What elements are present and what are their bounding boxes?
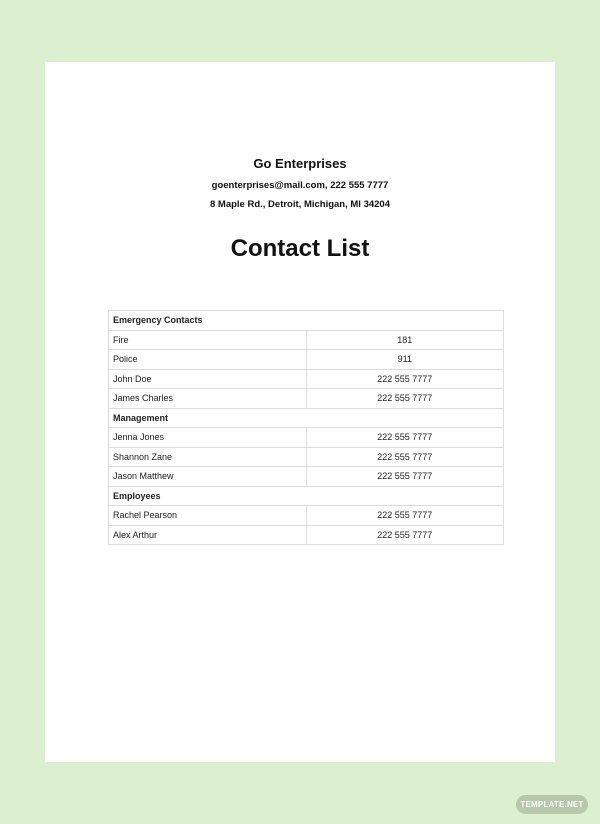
contact-name-cell: Police (109, 350, 307, 370)
contact-name-cell: Jason Matthew (109, 467, 307, 487)
contact-name-cell: Shannon Zane (109, 447, 307, 467)
contact-table (108, 310, 504, 545)
contact-phone-cell: 222 555 7777 (306, 428, 504, 448)
contact-name-cell: Rachel Pearson (109, 506, 307, 526)
table-row (109, 467, 504, 487)
section-heading: Management (109, 408, 504, 428)
document-title: Contact List (230, 235, 370, 262)
contact-phone-cell: 222 555 7777 (306, 447, 504, 467)
contact-name-cell: Jenna Jones (109, 428, 307, 448)
company-name: Go Enterprises (253, 156, 347, 171)
table-row (109, 447, 504, 467)
contact-name-cell: Fire (109, 330, 307, 350)
section-heading: Employees (109, 486, 504, 506)
contact-phone-cell: 222 555 7777 (306, 369, 504, 389)
template-net-badge[interactable]: TEMPLATE.NET (516, 795, 588, 814)
contact-phone-cell: 222 555 7777 (306, 506, 504, 526)
table-row (109, 506, 504, 526)
document-page (45, 62, 555, 762)
section-row (109, 486, 504, 506)
company-address-line: 8 Maple Rd., Detroit, Michigan, MI 34204 (209, 199, 390, 210)
table-row (109, 428, 504, 448)
contact-name-cell: Alex Arthur (109, 525, 307, 545)
contact-phone-cell: 911 (306, 350, 504, 370)
contact-phone-cell: 222 555 7777 (306, 525, 504, 545)
section-heading: Emergency Contacts (109, 311, 504, 331)
contact-name-cell: John Doe (109, 369, 307, 389)
section-row (109, 408, 504, 428)
table-row (109, 369, 504, 389)
section-row (109, 311, 504, 331)
table-row (109, 389, 504, 409)
contact-phone-cell: 181 (306, 330, 504, 350)
table-row (109, 525, 504, 545)
table-row (109, 330, 504, 350)
contact-phone-cell: 222 555 7777 (306, 389, 504, 409)
table-row (109, 350, 504, 370)
company-contact-line: goenterprises@mail.com, 222 555 7777 (211, 180, 389, 191)
contact-name-cell: James Charles (109, 389, 307, 409)
contact-phone-cell: 222 555 7777 (306, 467, 504, 487)
